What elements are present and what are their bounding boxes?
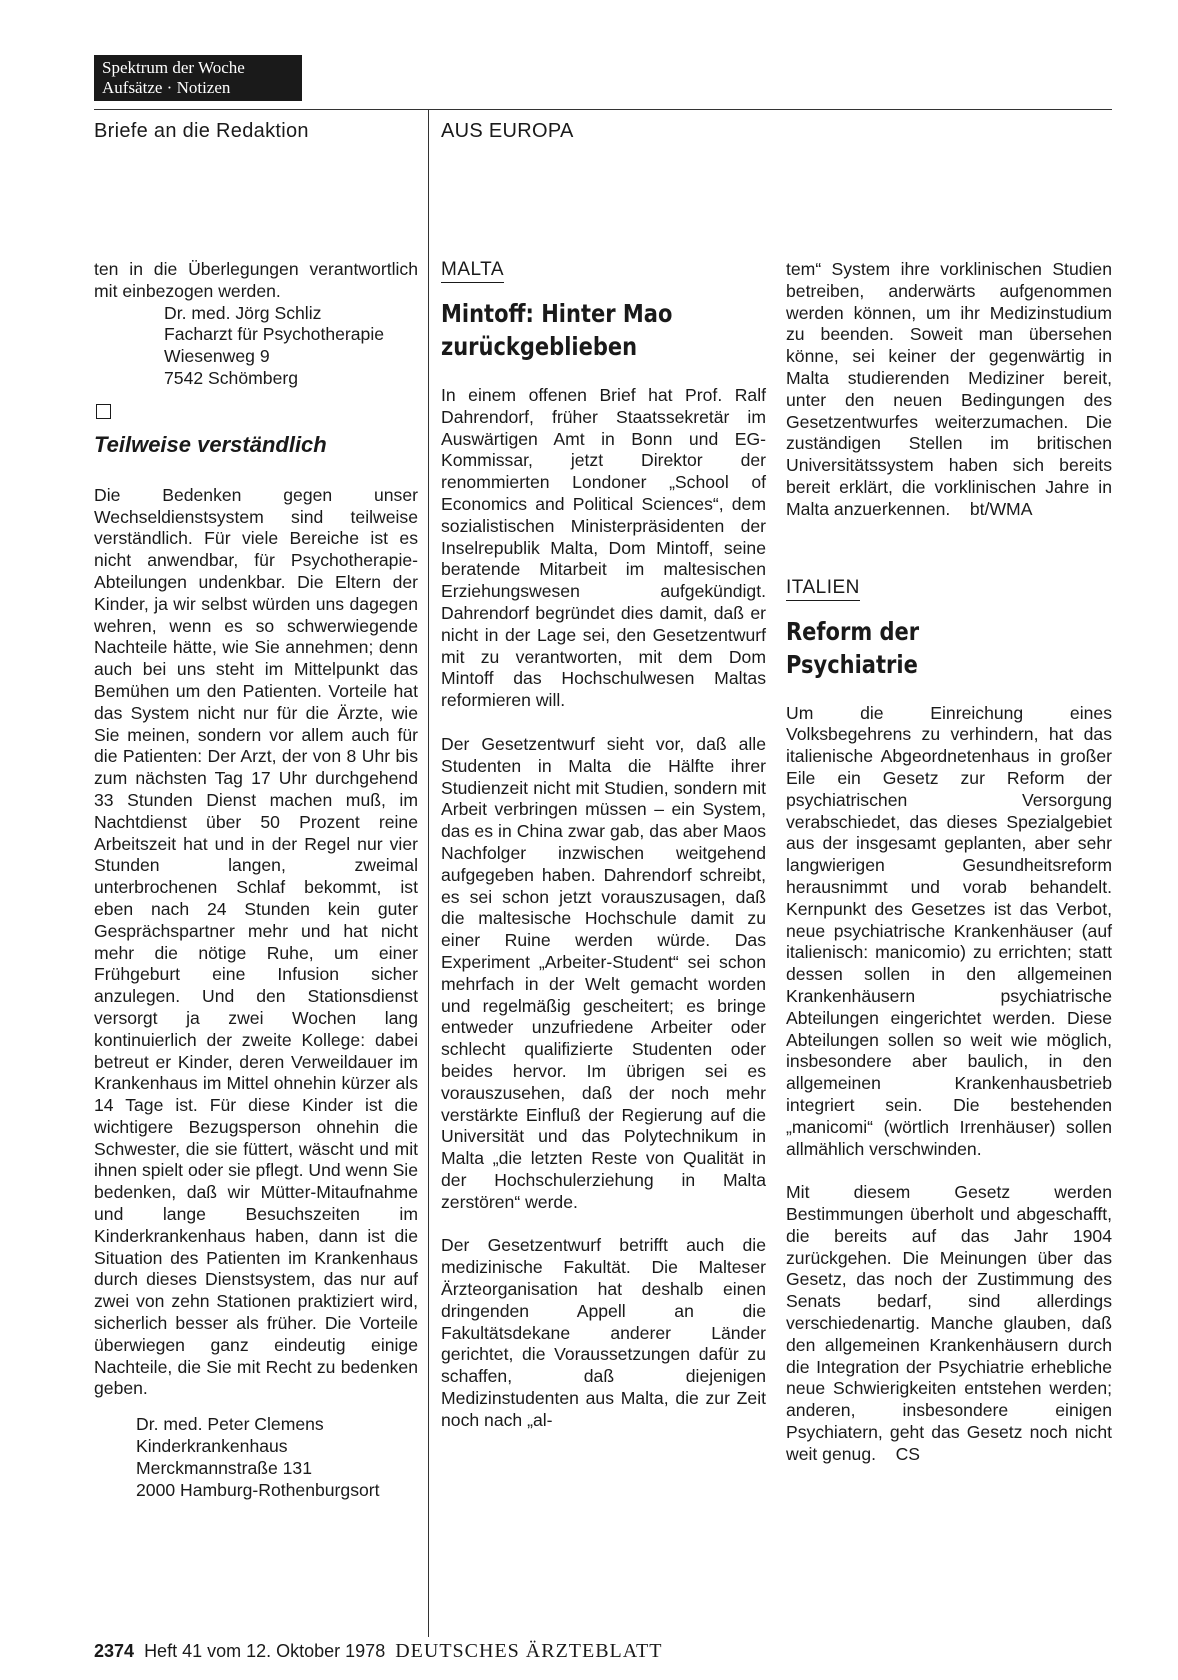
page-number: 2374 [94, 1641, 135, 1661]
country-label-italien: ITALIEN [786, 577, 860, 601]
section-title-europe: AUS EUROPA [441, 120, 574, 142]
signature-2 [94, 1414, 418, 1501]
letter-intro: ten in die Überlegungen verantwortlich mit einbezogen werden. [94, 259, 418, 301]
article-headline-malta: Mintoff: Hinter Mao zurückgeblieben [441, 299, 673, 361]
country-label-malta: MALTA [441, 259, 504, 283]
checkbox-square-icon [96, 404, 111, 419]
signature-1 [94, 303, 418, 390]
top-rule [94, 109, 1112, 110]
article-paragraph: In einem offenen Brief hat Prof. Ralf Dahrendorf, früher Staatssekretär im Auswärtigen Amt in Bonn und EG-Kommissar, jetzt Direktor der renommierten Londoner „School of Economics and Political Sciences“, dem sozialistischen Ministerpräsidenten der Inselrepublik Malta, Dom Mintoff, seine beratende Mitarbeit im maltesischen Erziehungswesen aufgekündigt. Dahrendorf begründet dies damit, daß er nicht in der Lage sei, den Gesetzentwurf mit zu verantworten, mit dem Dom Mintoff das Hochschulwesen Maltas reformieren will. [441, 385, 766, 711]
badge-line-2: Aufsätze · Notizen [102, 78, 231, 97]
signature-1-line: 7542 Schömberg [164, 367, 298, 388]
signature-1-line: Facharzt für Psychotherapie [164, 324, 385, 345]
malta-column [441, 259, 766, 1432]
article-paragraph-text: Mit diesem Gesetz werden Bestimmungen überholt und abgeschafft, die bereits auf das Jahr 1904 zurückgehen. Die Meinungen über das Gesetz, das noch der Zustimmung des Senats bedarf, sind allerdings verschiedenartig. Manche glauben, daß den allgemeinen Krankenhäusern durch die Integration der Psychiatrie erhebliche neue Schwierigkeiten entstehen werden; anderen, insbesondere einigen Psychiatern, geht das Gesetz noch nicht weit genug. [786, 1182, 1112, 1464]
signature-2-line: Merckmannstraße 131 [136, 1457, 313, 1478]
column-divider [428, 109, 429, 1637]
article-paragraph: Der Gesetzentwurf betrifft auch die medizinische Fakultät. Die Malteser Ärzteorganisation hat deshalb einen dringenden Appell an die Fakultätsdekane anderer Länder gerichtet, die Voraussetzungen dafür zu schaffen, daß diejenigen Medizinstudenten aus Malta, die zur Zeit noch nach „al- [441, 1235, 766, 1430]
letters-column [94, 259, 418, 1501]
section-title-letters: Briefe an die Redaktion [94, 120, 309, 142]
letter-body: Die Bedenken gegen unser Wechseldienstsystem sind teilweise verständlich. Für viele Bereiche ist es nicht anwendbar, für Psychotherapie-Abteilungen undenkbar. Die Eltern der Kinder, ja wir selbst würden uns dagegen wehren, wenn es so schwerwiegende Nachteile hätte, wie Sie annehmen; denn auch bei uns steht im Mittelpunkt das Bemühen um den Patienten. Vorteile hat das System nicht nur für die Ärzte, wie Sie meinen, sondern vor allem auch für die Patienten: Der Arzt, der von 8 Uhr bis zum nächsten Tag 17 Uhr durchgehend 33 Stunden Dienst machen muß, im Nachtdienst über 50 Prozent reine Arbeitszeit hat und in der Regel nur vier Stunden langen, zweimal unterbrochenen Schlaf bekommt, ist eben nach 24 Stunden kein guter Gesprächspartner mehr und hat nicht mehr die nötige Ruhe, um einer Frühgeburt eine Infusion sicher anzulegen. Und den Stationsdienst versorgt ja zwei Wochen lang kontinuierlich der zweite Kollege: dabei betreut er Kinder, deren Verweildauer im Krankenhaus im Mittel ohnehin kürzer als 14 Tage ist. Für diese Kinder ist die wichtigere Bezugsperson ohnehin die Schwester, die sie füttert, wäscht und mit ihnen spielt oder sie pflegt. Und wenn Sie bedenken, daß wir Mütter-Mitaufnahme und lange Besuchszeiten im Kinderkrankenhaus haben, dann ist die Situation des Patienten im Krankenhaus durch dieses Dienstsystem, das nur auf zwei von zehn Stationen praktiziert wird, sicherlich besser als früher. Die Vorteile überwiegen ganz eindeutig einige Nachteile, die Sie mit Recht zu bedenken geben. [94, 484, 418, 1399]
signature-1-line: Wiesenweg 9 [164, 346, 270, 367]
page-footer [94, 1640, 662, 1663]
issue-info: Heft 41 vom 12. Oktober 1978 [144, 1641, 386, 1661]
article-paragraph: Um die Einreichung eines Volksbegehrens zu verhindern, hat das italienische Abgeordnetenhaus in großer Eile ein Gesetz zur Reform der psychiatrischen Versorgung verabschiedet, das dieses Spezialgebiet aus der insgesamt geplanten, aber sehr langwierigen Gesundheitsreform herausnimmt und vorab behandelt. Kernpunkt des Gesetzes ist das Verbot, neue psychiatrische Krankenhäuser (auf italienisch: manicomio) zu errichten; statt dessen sollen in den allgemeinen Krankenhäusern psychiatrische Abteilungen eingerichtet werden. Diese Abteilungen sollen so weit wie möglich, insbesondere aber baulich, in den allgemeinen Krankenhausbetrieb integriert sein. Die bestehenden „manicomi“ (wörtlich Irrenhäuser) sollen allmählich verschwinden. [786, 702, 1112, 1159]
signature-2-line: Dr. med. Peter Clemens [136, 1414, 324, 1435]
letter-heading: Teilweise verständlich [94, 431, 327, 457]
journal-name: DEUTSCHES ÄRZTEBLATT [395, 1640, 663, 1662]
article-paragraph-text: tem“ System ihre vorklinischen Studien betreiben, anderwärts aufgenommen werden können, um ihr Medizinstudium zu beenden. Soweit man übersehen könne, sei keiner der gegenwärtig in Malta studierenden Mediziner bereit, unter den neuen Bedingungen des Gesetzentwurfes weiterzumachen. Die zuständigen Stellen im britischen Universitätssystem haben sich bereits bereit erklärt, die vorklinischen Jahre in Malta anzuerkennen. [786, 259, 1112, 519]
article-paragraph [786, 1182, 1112, 1465]
signature-2-line: 2000 Hamburg-Rothenburgsort [136, 1479, 380, 1500]
section-badge [94, 55, 302, 101]
signature-1-line: Dr. med. Jörg Schliz [164, 302, 322, 323]
italy-column [786, 259, 1112, 1466]
article-paragraph: Der Gesetzentwurf sieht vor, daß alle Studenten in Malta die Hälfte ihrer Studienzeit nicht mit Studien, sondern mit Arbeit verbringen müssen – ein System, das es in China zwar gab, das aber Maos Nachfolger inzwischen weitgehend aufgegeben haben. Dahrendorf schreibt, es sei schon jetzt vorauszusagen, daß die maltesische Hochschule damit zu einer Ruine werden würde. Das Experiment „Arbeiter-Student“ sei schon mehrfach in der Welt gemacht worden und regelmäßig gescheitert; es bringe entweder unzufriedene Arbeiter oder schlecht qualifizierte Studenten oder beides hervor. Im übrigen sei es vorauszusehen, daß der noch mehr verstärkte Einfluß der Regierung auf die Universität und das Polytechnikum in Malta „die letzten Reste von Qualität in der Hochschulerziehung in Malta zerstören“ werde. [441, 733, 766, 1212]
article-author: bt/WMA [969, 498, 1033, 519]
article-paragraph [786, 259, 1112, 521]
article-headline-italien: Reform der Psychiatrie [786, 616, 920, 679]
badge-line-1: Spektrum der Woche [102, 58, 245, 77]
article-author: CS [895, 1443, 921, 1464]
signature-2-line: Kinderkrankenhaus [136, 1436, 288, 1457]
